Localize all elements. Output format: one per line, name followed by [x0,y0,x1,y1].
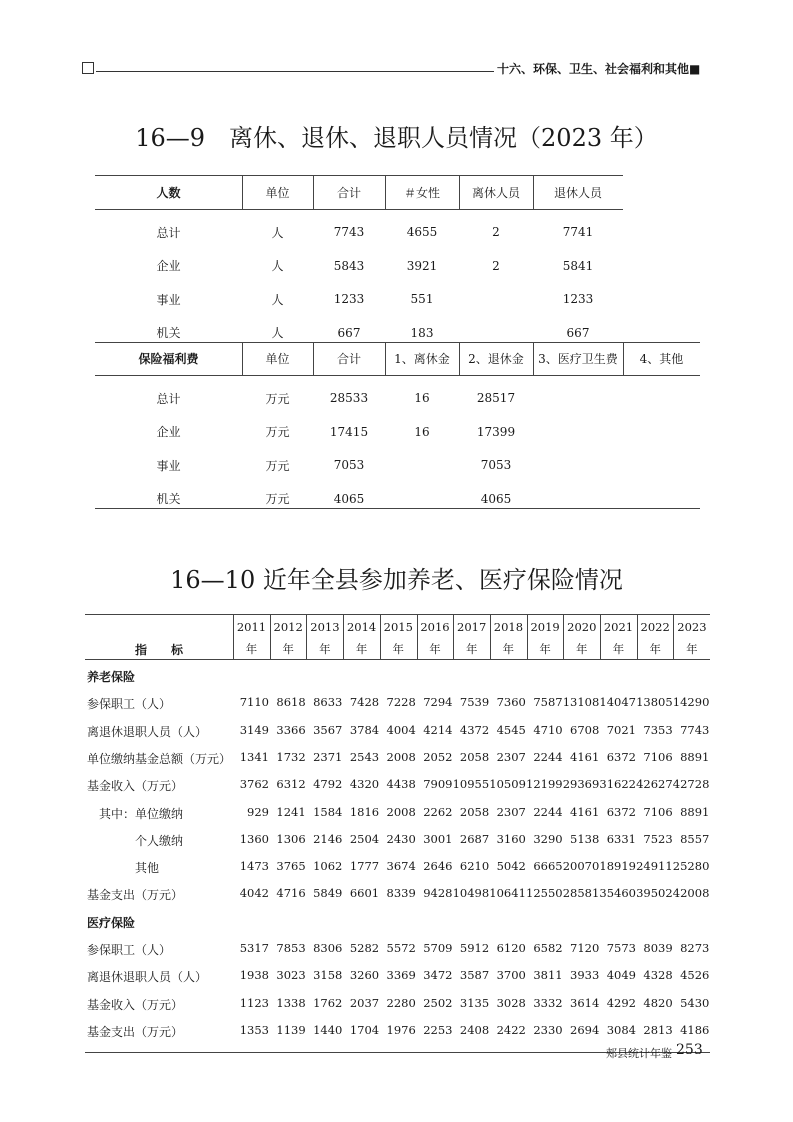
cell-value: 9428 [423,886,453,901]
cell-value: 4214 [423,722,453,737]
cell-value: 2330 [533,1022,563,1037]
section-row [85,668,710,688]
cell-value: 5317 [239,941,269,955]
table-row [85,777,710,797]
cell-value: 7110 [239,695,269,710]
row-label: 基金收入（万元） [87,779,184,794]
welfare-table-row-cell [385,455,459,475]
cell-value: 4372 [459,722,490,737]
welfare-table-row-cell: 万元 [265,391,290,406]
indicator-header: 指 标 [135,643,184,657]
cell-value: 18919 [599,859,636,874]
persons-table-row-cell: 3921 [406,258,438,273]
cell-value: 5430 [680,995,710,1010]
table-row [85,832,710,852]
year-suffix: 年 [392,642,405,656]
cell-value: 8891 [680,804,710,819]
cell-value: 8339 [386,886,416,901]
persons-table-row-cell: 人 [271,326,284,340]
cell-value: 7021 [606,722,636,737]
persons-header-row [95,175,700,209]
row-label: 个人缴纳 [87,833,184,848]
year-header: 2020 [567,620,597,634]
cell-value: 3135 [459,995,490,1010]
cell-value: 2422 [496,1022,526,1037]
cell-value: 929 [247,804,269,819]
cell-value: 3700 [496,968,526,983]
cell-value: 4004 [386,722,416,737]
persons-table-row-cell [459,289,533,309]
table-rule [85,614,710,615]
cell-value: 3369 [386,968,416,983]
cell-value: 5912 [459,941,490,955]
cell-value: 1440 [313,1022,343,1037]
welfare-table-row-cell: 16 [414,424,430,439]
persons-table-row-cell: 人 [271,259,284,273]
cell-value: 7360 [496,695,526,710]
cell-value: 25280 [672,859,710,874]
persons-header-row-cell: 合计 [336,185,361,200]
welfare-table-row-cell [533,388,623,408]
cell-value: 3472 [423,968,453,983]
cell-value: 8618 [276,695,306,710]
cell-value: 5282 [349,941,380,955]
cell-value: 2244 [533,749,563,764]
year-suffix: 年 [282,642,294,656]
welfare-header-row [95,342,700,375]
cell-value: 2687 [459,831,490,846]
welfare-table-row-cell: 万元 [265,458,290,473]
persons-table-row-cell: 机关 [156,326,181,340]
cell-value: 1360 [239,831,269,846]
cell-value: 31622 [599,777,636,792]
row-label: 基金收入（万元） [87,997,184,1012]
section-row [85,914,710,934]
cell-value: 2058 [459,749,490,764]
table-row [85,1023,710,1043]
cell-value: 3332 [533,995,563,1010]
welfare-table-row-cell: 28533 [329,391,369,405]
cell-value: 1732 [276,749,306,764]
cell-value: 3001 [423,831,453,846]
cell-value: 39502 [636,886,673,901]
year-suffix: 年 [465,642,478,656]
year-header: 2014 [346,620,377,634]
persons-table-row [95,289,700,309]
persons-table-row-cell: 2 [492,225,500,239]
cell-value: 29369 [562,777,600,792]
cell-value: 2052 [423,749,453,764]
persons-table-row-cell: 5841 [562,258,594,273]
cell-value: 2280 [386,995,416,1010]
cell-value: 13108 [562,695,600,710]
cell-value: 4792 [313,777,343,792]
cell-value: 2146 [313,831,343,846]
cell-value: 13805 [636,695,673,710]
row-label: 单位缴纳基金总额（万元） [87,751,232,766]
cell-value: 2244 [533,804,563,819]
cell-value: 3149 [239,722,269,737]
cell-value: 2813 [643,1022,673,1037]
welfare-header-row-cell: 保险福利费 [138,352,199,366]
cell-value: 12550 [526,886,563,901]
cell-value: 2008 [386,804,416,819]
welfare-table-row-cell: 16 [414,391,430,405]
welfare-table-row-cell [533,422,623,442]
cell-value: 7587 [533,695,563,710]
welfare-table-row-cell: 4065 [480,491,512,506]
cell-value: 3762 [239,777,269,792]
cell-value: 2694 [570,1022,600,1037]
year-suffix: 年 [319,642,331,656]
welfare-table-row [95,388,700,408]
header-rule [96,71,494,72]
cell-value: 42627 [636,777,673,792]
cell-value: 1353 [239,1022,269,1037]
cell-value: 1704 [349,1022,380,1037]
persons-table-row-cell: 人 [271,225,284,240]
footer-book-name: 郏县统计年鉴 [606,1047,672,1060]
cell-value: 20070 [562,859,600,874]
row-label: 基金支出（万元） [87,1024,184,1039]
cell-value: 7523 [643,831,673,846]
welfare-table-row [95,422,700,442]
persons-table-row-cell: 总计 [156,225,181,240]
cell-value: 1062 [313,859,343,874]
cell-value: 3811 [533,968,563,983]
cell-value: 7228 [386,695,416,710]
year-header: 2011 [236,620,267,634]
cell-value: 3290 [533,831,563,846]
cell-value: 2430 [386,831,416,846]
cell-value: 8891 [680,749,710,764]
persons-table-row [95,222,700,242]
cell-value: 6582 [533,941,563,955]
cell-value: 1938 [239,968,269,983]
cell-value: 7106 [643,749,673,764]
persons-table-row [95,256,700,276]
year-header: 2012 [273,620,303,634]
persons-table-row-cell: 人 [271,292,284,307]
persons-header-row-cell: 人数 [156,185,181,200]
cell-value: 8557 [680,831,710,846]
cell-value: 1338 [276,995,306,1010]
persons-table-row-cell: 667 [566,325,590,340]
cell-value: 4320 [349,777,380,792]
year-header: 2015 [383,620,413,634]
table-row [85,996,710,1016]
table-row [85,805,710,825]
welfare-table-row-cell [623,388,700,408]
cell-value: 3614 [570,995,600,1010]
welfare-table-row-cell: 万元 [265,492,290,506]
cell-value: 2058 [459,804,490,819]
cell-value: 2262 [423,804,453,819]
cell-value: 8039 [643,941,673,955]
cell-value: 7120 [570,941,600,955]
welfare-table-row-cell [385,489,459,509]
cell-value: 4710 [533,722,563,737]
cell-value: 4438 [386,777,416,792]
persons-table-row-cell: 551 [410,292,434,306]
table9-title: 16—9 离休、退休、退职人员情况（2023 年） [135,124,658,152]
cell-value: 6312 [276,777,306,792]
cell-value: 5572 [386,941,416,955]
year-suffix: 年 [576,642,588,656]
cell-value: 10955 [452,777,490,792]
persons-table-row-cell: 事业 [156,292,181,307]
persons-header-row-cell: 单位 [265,185,290,200]
row-label: 离退休退职人员（人） [87,724,208,739]
cell-value: 3084 [606,1022,636,1037]
cell-value: 7428 [349,695,380,710]
table-row [85,968,710,988]
welfare-table-row-cell: 7053 [480,458,512,472]
cell-value: 6665 [533,859,563,874]
cell-value: 8633 [313,695,343,710]
table-row [85,750,710,770]
welfare-table-row-cell: 事业 [156,458,181,473]
cell-value: 7909 [423,777,453,792]
cell-value: 7539 [459,695,490,710]
page-number: 253 [676,1042,703,1058]
cell-value: 2408 [459,1022,490,1037]
welfare-header-row-cell: 2、退休金 [468,352,524,366]
cell-value: 3587 [459,968,490,983]
persons-table-row-cell: 2 [492,258,500,273]
year-suffix: 年 [502,642,515,656]
cell-value: 4161 [570,749,600,764]
year-suffix: 年 [686,642,698,656]
cell-value: 5709 [423,941,453,955]
welfare-table-row-cell [623,455,700,475]
table-row [85,941,710,961]
year-header: 2022 [640,620,670,634]
year-header: 2021 [603,620,634,634]
cell-value: 10509 [489,777,526,792]
year-suffix: 年 [355,642,368,656]
table-rule [95,209,623,210]
persons-table-row-cell: 7741 [562,225,594,239]
cell-value: 3260 [349,968,380,983]
cell-value: 8273 [680,941,710,955]
cell-value: 10641 [489,886,526,901]
welfare-header-row-cell: 单位 [265,352,290,366]
persons-header-row-cell: 退休人员 [553,185,602,200]
table-rule [85,659,710,660]
cell-value: 10498 [452,886,490,901]
persons-table-row-cell: 1233 [562,292,594,306]
row-label: 基金支出（万元） [87,888,184,903]
welfare-table-row-cell: 4065 [333,491,365,506]
welfare-table-row-cell: 17399 [476,424,516,439]
year-header: 2017 [457,620,487,634]
cell-value: 1241 [276,804,306,819]
cell-value: 42728 [672,777,710,792]
cell-value: 1473 [239,859,269,874]
cell-value: 2646 [423,859,453,874]
row-label: 养老保险 [87,670,136,684]
year-suffix: 年 [429,642,441,656]
cell-value: 3023 [276,968,306,983]
table10-title: 16—10 近年全县参加养老、医疗保险情况 [170,566,623,594]
cell-value: 1123 [239,995,269,1010]
header-section-title: 十六、环保、卫生、社会福利和其他■ [497,62,701,76]
cell-value: 6372 [606,749,636,764]
cell-value: 2008 [386,749,416,764]
welfare-header-row-cell: 3、医疗卫生费 [538,352,618,366]
cell-value: 6372 [606,804,636,819]
cell-value: 1816 [349,804,380,819]
cell-value: 4049 [606,968,636,983]
cell-value: 3158 [313,968,343,983]
cell-value: 3160 [496,831,526,846]
cell-value: 2307 [496,804,526,819]
cell-value: 6601 [349,886,380,901]
cell-value: 14047 [599,695,636,710]
welfare-table-row-cell: 总计 [156,391,181,406]
cell-value: 2504 [349,831,380,846]
cell-value: 5849 [313,886,343,901]
persons-table-row [95,323,700,343]
persons-table-row-cell: 企业 [156,259,181,273]
cell-value: 6708 [570,722,600,737]
row-label: 其中：单位缴纳 [87,806,184,821]
persons-table-row-cell [459,323,533,343]
welfare-header-row-cell: 合计 [336,352,361,366]
cell-value: 4545 [496,722,526,737]
cell-value: 35460 [599,886,636,901]
welfare-header-row-cell: 4、其他 [639,352,684,366]
cell-value: 7743 [680,722,710,737]
cell-value: 3933 [570,968,600,983]
cell-value: 4042 [239,886,269,901]
row-label: 参保职工（人） [87,697,172,712]
welfare-table-row-cell: 17415 [329,424,369,439]
cell-value: 2371 [313,749,343,764]
persons-header-row-cell: 离休人员 [471,185,520,200]
cell-value: 2502 [423,995,453,1010]
cell-value: 6331 [606,831,636,846]
cell-value: 7353 [643,722,673,737]
cell-value: 3567 [313,722,343,737]
cell-value: 4292 [606,995,636,1010]
year-header: 2013 [310,620,340,634]
cell-value: 28581 [562,886,600,901]
cell-value: 3765 [276,859,306,874]
welfare-table-row-cell [533,489,623,509]
welfare-table-row-cell: 万元 [265,425,290,439]
cell-value: 12199 [526,777,563,792]
cell-value: 24911 [636,859,673,874]
cell-value: 4186 [680,1022,710,1037]
table-rule [95,375,700,376]
table-row [85,886,710,906]
persons-table-row-cell: 1233 [333,292,365,306]
cell-value: 5138 [570,831,600,846]
cell-value: 1584 [313,804,343,819]
persons-table-row-cell: 667 [337,325,361,340]
cell-value: 4820 [643,995,673,1010]
cell-value: 3366 [276,722,306,737]
persons-table-row-cell: 4655 [406,225,438,239]
cell-value: 42008 [672,886,710,901]
cell-value: 1777 [349,859,380,874]
header-marker-box [82,62,94,74]
cell-value: 3674 [386,859,416,874]
cell-value: 3784 [349,722,380,737]
cell-value: 4716 [276,886,306,901]
cell-value: 2253 [423,1022,453,1037]
table-row [85,859,710,879]
cell-value: 6120 [496,941,526,955]
cell-value: 1306 [276,831,306,846]
row-label: 其他 [87,861,160,876]
cell-value: 7294 [423,695,453,710]
welfare-table-row-cell: 机关 [156,492,181,506]
year-suffix: 年 [612,642,625,656]
year-header: 2018 [493,620,524,634]
cell-value: 4526 [680,968,710,983]
table-row [85,695,710,715]
welfare-table-row [95,455,700,475]
cell-value: 2307 [496,749,526,764]
persons-table-row-cell: 7743 [333,225,365,239]
cell-value: 2037 [349,995,380,1010]
cell-value: 4161 [570,804,600,819]
year-header: 2016 [420,620,450,634]
cell-value: 1139 [276,1022,306,1037]
year-header: 2019 [530,620,560,634]
cell-value: 14290 [672,695,710,710]
table-row [85,723,710,743]
cell-value: 7573 [606,941,636,955]
year-suffix: 年 [649,642,661,656]
welfare-header-row-cell: 1、离休金 [394,352,450,366]
row-label: 医疗保险 [87,915,136,930]
cell-value: 8306 [313,941,343,955]
cell-value: 1976 [386,1022,416,1037]
persons-table-row-cell: 183 [410,325,434,340]
year-header: 2023 [677,620,707,634]
welfare-table-row-cell [623,422,700,442]
persons-table-row-cell: 5843 [333,258,365,273]
persons-header-row-cell: ＃女性 [403,185,440,200]
cell-value: 2543 [349,749,380,764]
welfare-table-row-cell: 企业 [156,425,181,439]
cell-value: 4328 [643,968,673,983]
cell-value: 7853 [276,941,306,955]
cell-value: 6210 [459,859,490,874]
year-suffix: 年 [245,642,258,656]
welfare-table-row [95,489,700,509]
welfare-table-row-cell: 28517 [476,391,516,405]
cell-value: 5042 [496,859,526,874]
cell-value: 1762 [313,995,343,1010]
cell-value: 3028 [496,995,526,1010]
welfare-table-row-cell [533,455,623,475]
cell-value: 1341 [239,749,269,764]
cell-value: 7106 [643,804,673,819]
welfare-table-row-cell: 7053 [333,458,365,472]
row-label: 离退休退职人员（人） [87,970,208,985]
welfare-table-row-cell [623,489,700,509]
row-label: 参保职工（人） [87,943,172,957]
year-suffix: 年 [539,642,551,656]
